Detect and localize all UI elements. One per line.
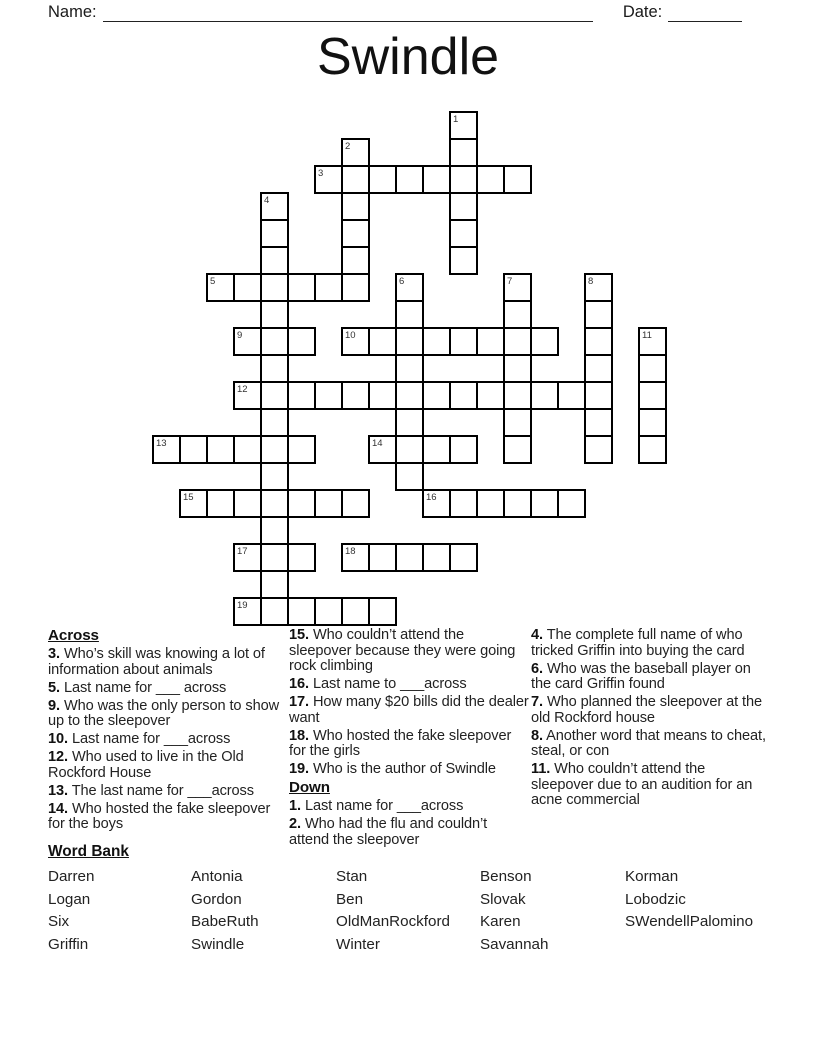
- word-bank-word: Karen: [480, 913, 521, 930]
- grid-cell[interactable]: [260, 570, 289, 599]
- grid-cell[interactable]: [260, 246, 289, 275]
- clue-number: 10.: [48, 731, 68, 747]
- clue-text: Last name for ___across: [71, 731, 231, 747]
- clue-number: 4.: [531, 627, 543, 643]
- grid-cell[interactable]: [503, 327, 532, 356]
- clue-down-1: [289, 799, 529, 815]
- grid-cell[interactable]: [395, 381, 424, 410]
- date-label: Date:: [622, 3, 663, 21]
- grid-cell[interactable]: [260, 219, 289, 248]
- grid-cell[interactable]: [638, 354, 667, 383]
- grid-cell[interactable]: [476, 327, 505, 356]
- grid-cell[interactable]: [449, 327, 478, 356]
- grid-cell[interactable]: [260, 408, 289, 437]
- clue-number: 16.: [289, 676, 309, 692]
- grid-cell[interactable]: [584, 300, 613, 329]
- grid-cell-number: 8: [588, 276, 594, 287]
- clue-across-5: [48, 681, 284, 697]
- grid-cell[interactable]: [395, 165, 424, 194]
- grid-cell-number: 5: [210, 276, 216, 287]
- clue-across-13: [48, 784, 284, 800]
- clue-down-7: [531, 695, 771, 726]
- grid-cell[interactable]: [314, 489, 343, 518]
- grid-cell[interactable]: [557, 489, 586, 518]
- grid-cell[interactable]: [341, 192, 370, 221]
- grid-cell[interactable]: [287, 435, 316, 464]
- word-bank-word: Slovak: [480, 890, 526, 908]
- clue-column-1: [48, 628, 284, 835]
- clue-text: The complete full name of who tricked Griffin into buying the card: [531, 627, 745, 659]
- grid-cell[interactable]: [287, 489, 316, 518]
- grid-cell[interactable]: [260, 354, 289, 383]
- grid-cell[interactable]: [314, 273, 343, 302]
- clue-text: Who hosted the fake sleepover for the boys: [48, 800, 271, 832]
- clue-text: How many $20 bills did the dealer want: [289, 694, 529, 726]
- clue-text: Who used to live in the Old Rockford House: [48, 749, 244, 781]
- grid-cell[interactable]: [260, 381, 289, 410]
- grid-cell[interactable]: [422, 327, 451, 356]
- grid-cell[interactable]: [395, 327, 424, 356]
- grid-cell[interactable]: [260, 273, 289, 302]
- word-bank-word: Darren: [48, 868, 95, 885]
- grid-cell[interactable]: [395, 408, 424, 437]
- grid-cell[interactable]: [476, 165, 505, 194]
- grid-cell[interactable]: [260, 516, 289, 545]
- clue-down-8: [531, 729, 771, 760]
- word-bank-word: OldManRockford: [336, 913, 450, 930]
- clue-column-3: [531, 628, 771, 811]
- grid-cell[interactable]: [395, 543, 424, 572]
- clue-number: 19.: [289, 761, 309, 777]
- grid-cell[interactable]: [206, 435, 235, 464]
- grid-cell[interactable]: [503, 408, 532, 437]
- grid-cell[interactable]: [422, 543, 451, 572]
- grid-cell-number: 7: [507, 276, 513, 287]
- grid-cell[interactable]: [638, 408, 667, 437]
- grid-cell[interactable]: [233, 435, 262, 464]
- across-header: Across: [48, 627, 99, 644]
- clue-number: 15.: [289, 627, 309, 643]
- clue-text: Who was the baseball player on the card Griffin found: [531, 660, 751, 692]
- grid-cell[interactable]: [476, 381, 505, 410]
- grid-cell[interactable]: [341, 597, 370, 626]
- grid-cell-number: 13: [156, 438, 167, 449]
- clue-across-17: [289, 695, 529, 726]
- clue-down-4: [531, 628, 771, 659]
- grid-cell[interactable]: [287, 327, 316, 356]
- grid-cell[interactable]: [260, 462, 289, 491]
- clue-text: Who couldn’t attend the sleepover because they were going rock climbing: [289, 627, 516, 674]
- clue-number: 2.: [289, 816, 301, 832]
- word-bank-word: Griffin: [48, 935, 89, 953]
- grid-cell[interactable]: [449, 219, 478, 248]
- grid-cell[interactable]: [503, 381, 532, 410]
- grid-cell[interactable]: [530, 489, 559, 518]
- clue-number: 12.: [48, 749, 68, 765]
- crossword-grid: [152, 111, 668, 627]
- grid-cell[interactable]: [341, 165, 370, 194]
- date-blank-line[interactable]: [668, 3, 742, 22]
- grid-cell[interactable]: [449, 246, 478, 275]
- clue-column-2: [289, 628, 529, 851]
- word-bank-header: Word Bank: [48, 843, 129, 860]
- clue-text: Who’s skill was knowing a lot of information about animals: [48, 646, 265, 678]
- grid-cell[interactable]: [314, 381, 343, 410]
- grid-cell[interactable]: [341, 489, 370, 518]
- clue-text: Who planned the sleepover at the old Rockford house: [531, 694, 762, 726]
- name-label: Name:: [48, 3, 97, 21]
- grid-cell[interactable]: [368, 165, 397, 194]
- grid-cell[interactable]: [422, 381, 451, 410]
- clue-across-16: [289, 677, 529, 693]
- grid-cell[interactable]: [287, 381, 316, 410]
- clue-down-11: [531, 762, 771, 809]
- grid-cell-number: 15: [183, 492, 194, 503]
- grid-cell-number: 1: [453, 114, 459, 125]
- clue-number: 9.: [48, 697, 60, 714]
- clue-across-3: [48, 647, 284, 678]
- header-row: [48, 2, 742, 22]
- clue-across-9: [48, 699, 284, 730]
- grid-cell[interactable]: [449, 192, 478, 221]
- grid-cell[interactable]: [503, 435, 532, 464]
- word-bank-word: Korman: [625, 868, 679, 885]
- grid-cell[interactable]: [341, 381, 370, 410]
- grid-cell[interactable]: [395, 354, 424, 383]
- word-bank-word: Lobodzic: [625, 890, 686, 908]
- grid-cell-number: 17: [237, 546, 248, 557]
- grid-cell[interactable]: [233, 489, 262, 518]
- grid-cell[interactable]: [449, 165, 478, 194]
- word-bank-word: Winter: [336, 935, 380, 953]
- clue-text: Who was the only person to show up to the sleepover: [48, 697, 280, 729]
- clue-across-12: [48, 750, 284, 781]
- grid-cell[interactable]: [395, 300, 424, 329]
- clue-text: Another word that means to cheat, steal, or con: [531, 727, 766, 759]
- grid-cell-number: 16: [426, 492, 437, 503]
- grid-cell-number: 19: [237, 600, 248, 611]
- grid-cell[interactable]: [638, 435, 667, 464]
- grid-cell[interactable]: [368, 327, 397, 356]
- grid-cell-number: 14: [372, 438, 383, 449]
- grid-cell[interactable]: [260, 300, 289, 329]
- grid-cell[interactable]: [395, 435, 424, 464]
- grid-cell-number: 3: [318, 168, 324, 179]
- clue-text: Who couldn’t attend the sleepover due to an audition for an acne commercial: [531, 761, 753, 808]
- name-blank-line[interactable]: [103, 3, 593, 22]
- grid-cell[interactable]: [449, 138, 478, 167]
- grid-cell[interactable]: [287, 273, 316, 302]
- grid-cell[interactable]: [584, 408, 613, 437]
- clue-text: Who is the author of Swindle: [312, 761, 496, 777]
- grid-cell[interactable]: [449, 489, 478, 518]
- word-bank-word: Six: [48, 913, 70, 930]
- grid-cell[interactable]: [368, 597, 397, 626]
- grid-cell[interactable]: [260, 327, 289, 356]
- clue-text: Last name for ___ across: [63, 679, 227, 696]
- clue-text: The last name for ___across: [71, 782, 254, 799]
- grid-cell[interactable]: [233, 273, 262, 302]
- grid-cell-number: 18: [345, 546, 356, 557]
- grid-cell[interactable]: [422, 165, 451, 194]
- grid-cell[interactable]: [584, 435, 613, 464]
- down-header: Down: [289, 779, 330, 796]
- clue-number: 8.: [531, 727, 543, 744]
- grid-cell-number: 2: [345, 141, 351, 152]
- clue-number: 5.: [48, 679, 60, 696]
- grid-cell[interactable]: [422, 435, 451, 464]
- grid-cell[interactable]: [368, 543, 397, 572]
- clue-across-10: [48, 732, 284, 748]
- word-bank-word: BabeRuth: [191, 913, 259, 930]
- grid-cell-number: 4: [264, 195, 270, 206]
- grid-cell[interactable]: [314, 597, 343, 626]
- clue-across-15: [289, 628, 529, 675]
- clue-across-19: [289, 762, 529, 778]
- clue-number: 11.: [531, 761, 551, 777]
- grid-cell[interactable]: [449, 543, 478, 572]
- clue-number: 18.: [289, 727, 309, 744]
- grid-cell[interactable]: [503, 489, 532, 518]
- grid-cell[interactable]: [287, 597, 316, 626]
- grid-cell[interactable]: [368, 381, 397, 410]
- grid-cell[interactable]: [584, 381, 613, 410]
- grid-cell[interactable]: [179, 435, 208, 464]
- clue-down-2: [289, 817, 529, 848]
- grid-cell[interactable]: [341, 219, 370, 248]
- grid-cell[interactable]: [557, 381, 586, 410]
- clue-number: 7.: [531, 694, 543, 710]
- clue-text: Who had the flu and couldn’t attend the sleepover: [289, 816, 488, 848]
- clue-across-18: [289, 729, 529, 760]
- clue-number: 17.: [289, 694, 309, 710]
- grid-cell-number: 9: [237, 330, 243, 341]
- clue-number: 13.: [48, 782, 68, 799]
- grid-cell[interactable]: [260, 597, 289, 626]
- grid-cell[interactable]: [503, 300, 532, 329]
- grid-cell[interactable]: [395, 462, 424, 491]
- clue-number: 6.: [531, 660, 543, 677]
- clue-text: Who hosted the fake sleepover for the girls: [289, 727, 512, 759]
- grid-cell[interactable]: [476, 489, 505, 518]
- grid-cell[interactable]: [287, 543, 316, 572]
- grid-cell[interactable]: [638, 381, 667, 410]
- grid-cell-number: 10: [345, 330, 356, 341]
- grid-cell[interactable]: [449, 435, 478, 464]
- grid-cell[interactable]: [260, 435, 289, 464]
- grid-cell[interactable]: [206, 489, 235, 518]
- grid-cell-number: 12: [237, 384, 248, 395]
- grid-cell[interactable]: [260, 489, 289, 518]
- word-bank-word: Savannah: [480, 935, 549, 953]
- word-bank-word: SWendellPalomino: [625, 913, 754, 930]
- word-bank-word: Stan: [336, 868, 368, 885]
- grid-cell[interactable]: [584, 327, 613, 356]
- clue-number: 14.: [48, 800, 68, 817]
- word-bank-word: Gordon: [191, 890, 242, 908]
- clue-across-14: [48, 802, 284, 833]
- clue-number: 3.: [48, 646, 60, 662]
- grid-cell[interactable]: [341, 246, 370, 275]
- grid-cell[interactable]: [530, 327, 559, 356]
- clue-text: Last name to ___across: [312, 676, 467, 692]
- grid-cell-number: 11: [642, 330, 652, 341]
- grid-cell-number: 6: [399, 276, 405, 287]
- grid-cell[interactable]: [584, 354, 613, 383]
- grid-cell[interactable]: [341, 273, 370, 302]
- word-bank-word: Logan: [48, 890, 91, 908]
- word-bank-word: Benson: [480, 868, 532, 885]
- clue-text: Last name for ___across: [304, 798, 464, 814]
- grid-cell[interactable]: [260, 543, 289, 572]
- clue-number: 1.: [289, 798, 301, 814]
- page-title: Swindle: [316, 28, 500, 86]
- word-bank-word: Antonia: [191, 868, 243, 885]
- grid-cell[interactable]: [449, 381, 478, 410]
- grid-cell[interactable]: [530, 381, 559, 410]
- word-bank-word: Swindle: [191, 935, 245, 953]
- grid-cell[interactable]: [503, 165, 532, 194]
- grid-cell[interactable]: [503, 354, 532, 383]
- word-bank-word: Ben: [336, 890, 364, 908]
- clue-down-6: [531, 662, 771, 693]
